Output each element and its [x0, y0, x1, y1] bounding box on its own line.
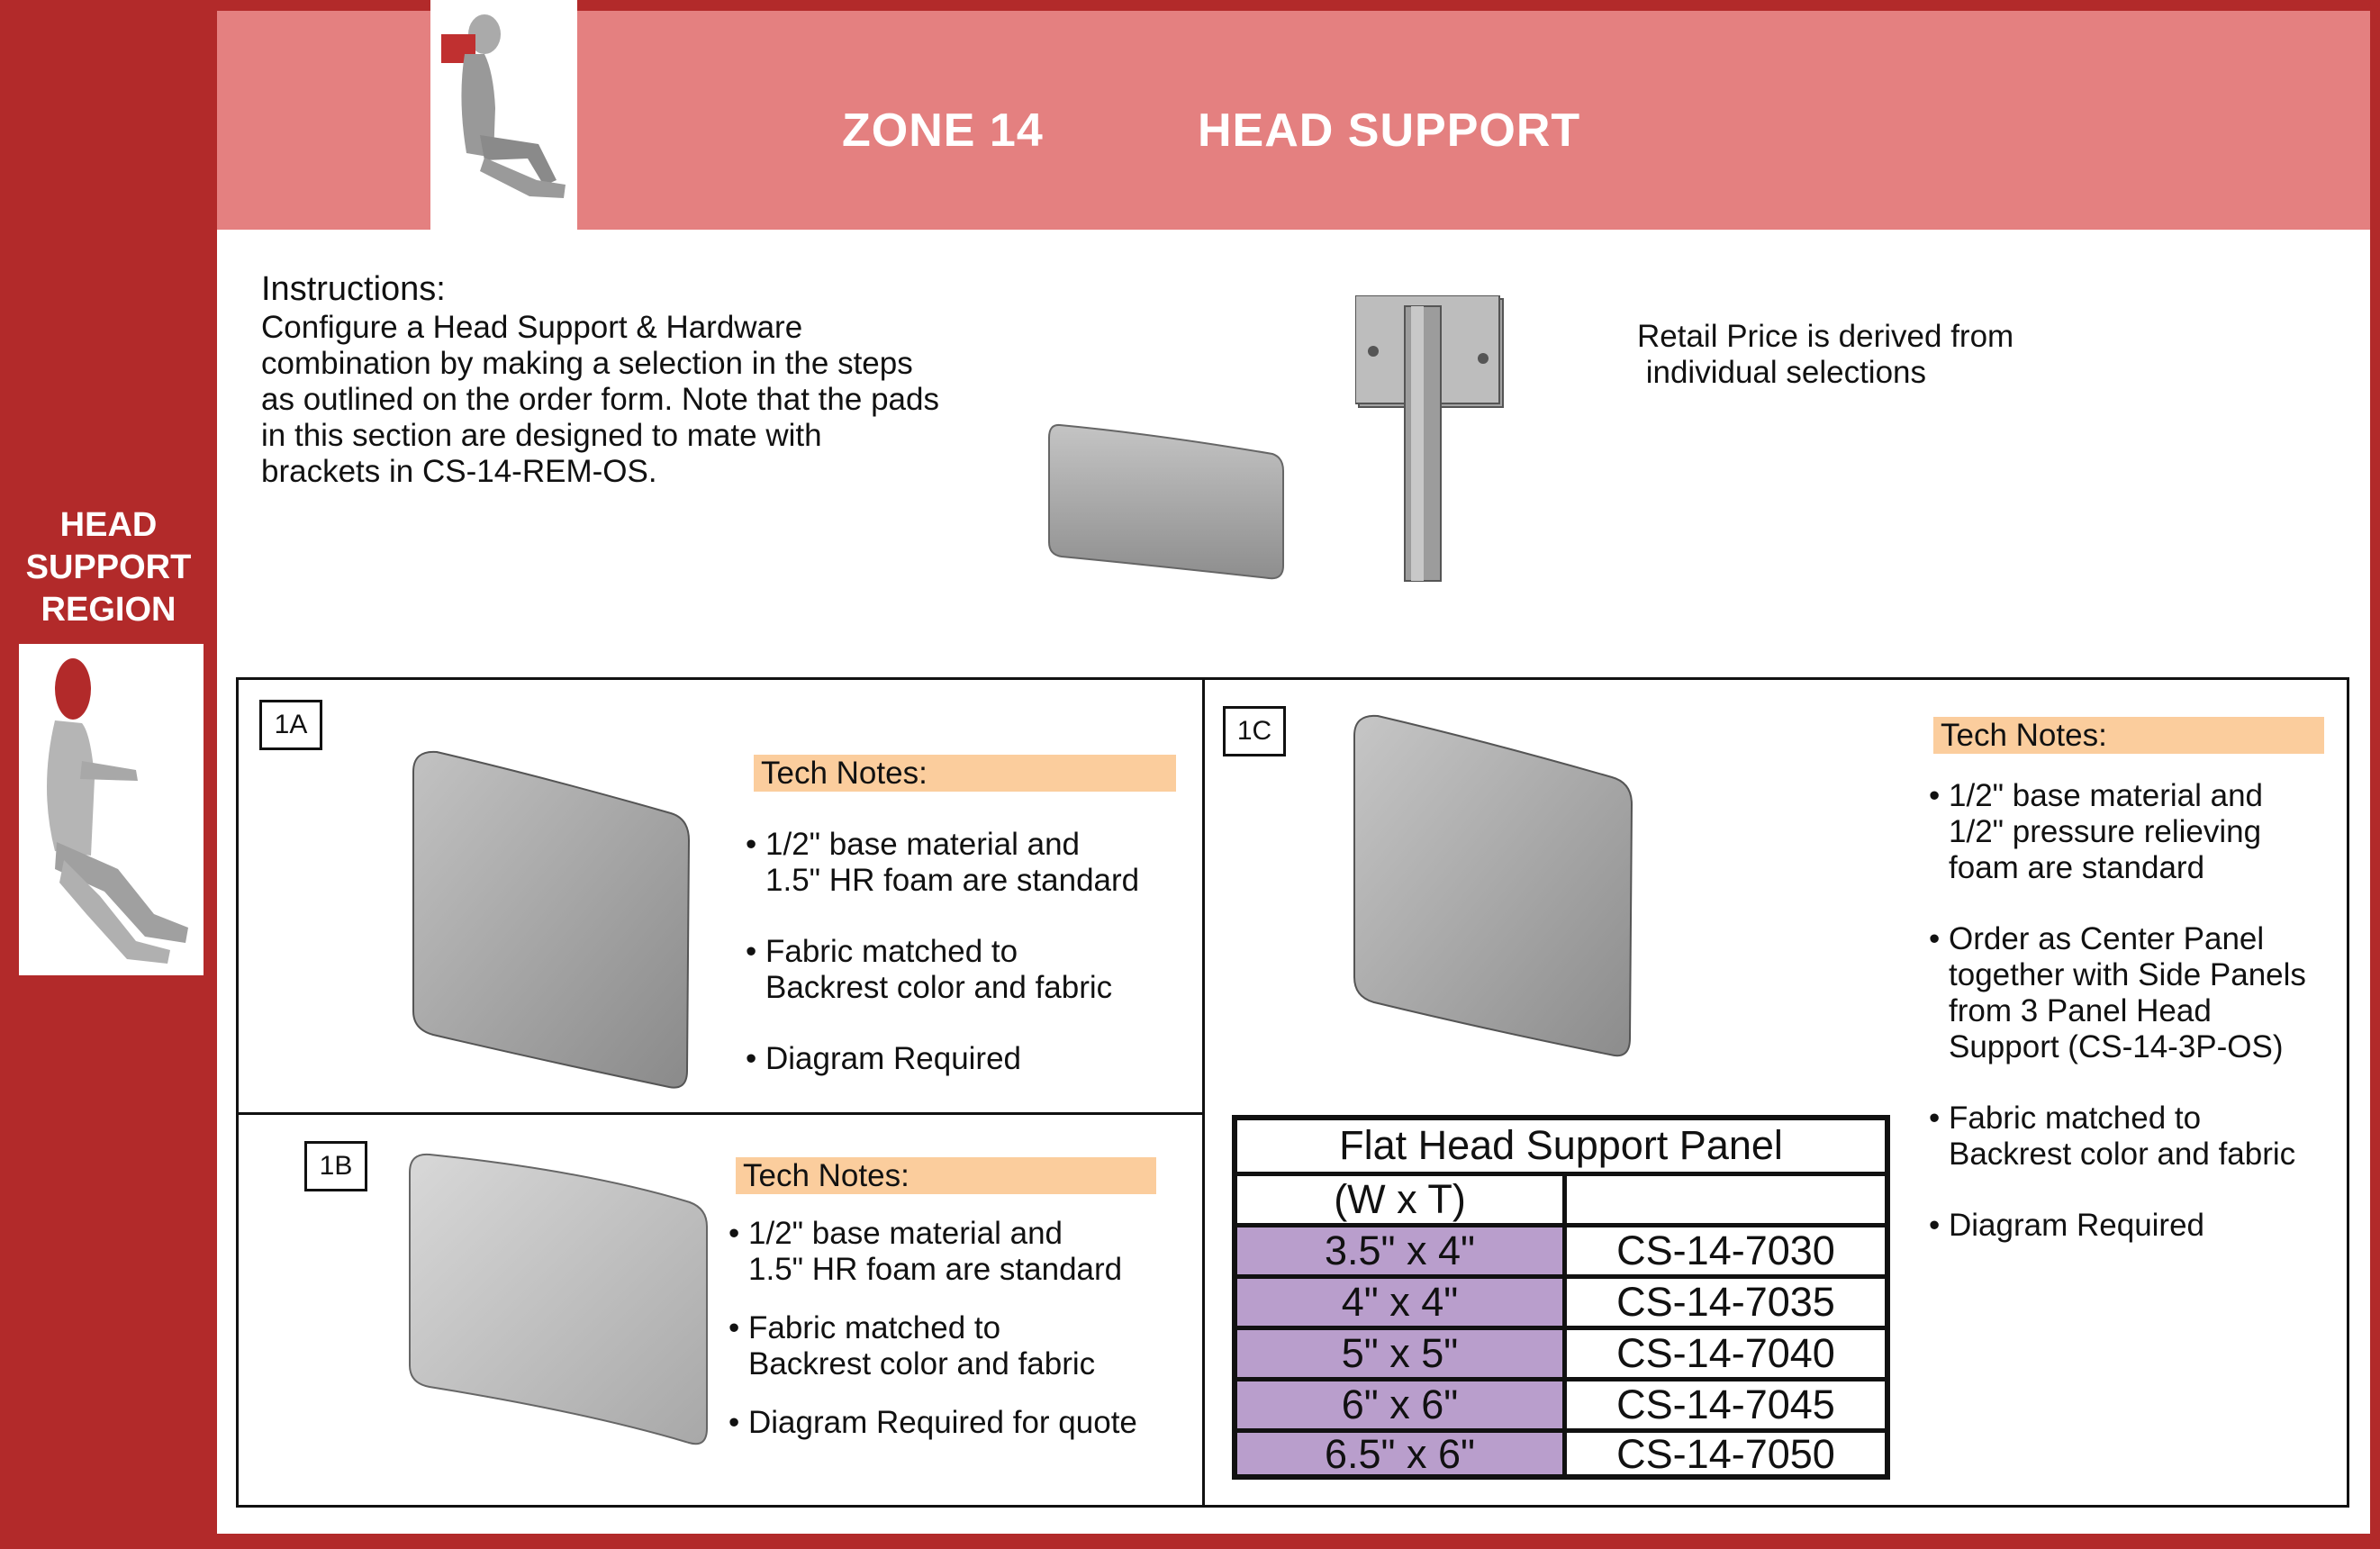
table-subheader: (W x T) [1237, 1176, 1567, 1223]
option-1c-notes [1929, 778, 2361, 1244]
tech-note: • Diagram Required for quote [728, 1405, 1137, 1440]
size-cell: 5" x 5" [1237, 1330, 1567, 1377]
tech-note: • 1/2" base material and 1.5" HR foam are standard [746, 827, 1140, 898]
seated-figure-head-highlight-icon [430, 0, 577, 230]
size-cell: 3.5" x 4" [1237, 1227, 1567, 1274]
tech-note: • Fabric matched to Backrest color and fabric [746, 934, 1113, 1005]
mounting-bracket-icon [1355, 295, 1507, 584]
instructions-line: in this section are designed to mate with [261, 418, 822, 453]
flat-panel-table [1232, 1115, 1890, 1480]
option-1b-notes [728, 1216, 1179, 1441]
instructions-heading: Instructions: [261, 270, 446, 308]
bottom-band [0, 1534, 2380, 1549]
tech-note: • 1/2" base material and 1.5" HR foam are standard [728, 1216, 1123, 1287]
part-number-cell: CS-14-7030 [1616, 1227, 1835, 1273]
instructions-line: as outlined on the order form. Note that the pads [261, 382, 939, 417]
table-header-row [1237, 1172, 1885, 1223]
table-subheader-blank [1567, 1176, 1885, 1223]
instructions-line: combination by making a selection in the steps [261, 346, 913, 381]
option-1a-notes-heading: Tech Notes: [754, 755, 1176, 792]
tech-note: • 1/2" base material and 1/2" pressure relieving foam are standard [1929, 778, 2264, 885]
region-title-line: HEAD [59, 506, 158, 544]
part-number-cell: CS-14-7035 [1616, 1279, 1835, 1325]
table-row [1237, 1377, 1885, 1428]
pad-1c-icon [1351, 714, 1634, 1062]
top-band [0, 0, 2380, 11]
tech-note: • Diagram Required [1929, 1208, 2205, 1243]
grid-divider-vertical [1202, 677, 1205, 1508]
part-number-cell: CS-14-7045 [1616, 1381, 1835, 1427]
region-title-line: REGION [41, 591, 176, 629]
price-note [1637, 319, 2105, 391]
right-band [2370, 0, 2380, 1549]
seated-figure-head-highlight-icon [19, 644, 204, 975]
tech-note: • Fabric matched to Backrest color and fabric [1929, 1101, 2296, 1172]
option-1a-pad [410, 750, 691, 1092]
header-figure [430, 0, 577, 230]
table-row [1237, 1428, 1885, 1477]
price-note-line: individual selections [1637, 355, 1927, 390]
page-title: HEAD SUPPORT [1198, 104, 1581, 157]
instructions-line: brackets in CS-14-REM-OS. [261, 454, 657, 489]
table-row [1237, 1223, 1885, 1274]
option-1c-label: 1C [1223, 706, 1286, 756]
price-note-line: Retail Price is derived from [1637, 319, 2014, 354]
tech-note: • Diagram Required [746, 1041, 1022, 1076]
option-1a-label: 1A [259, 700, 322, 750]
part-number-cell: CS-14-7040 [1616, 1330, 1835, 1376]
table-title: Flat Head Support Panel [1339, 1122, 1783, 1168]
region-title-line: SUPPORT [25, 548, 192, 586]
pad-1b-curved-icon [406, 1153, 710, 1452]
instructions-body [261, 310, 1027, 490]
instructions-line: Configure a Head Support & Hardware [261, 310, 803, 345]
tech-note: • Order as Center Panel together with Side Panels from 3 Panel Head Support (CS-14-3P-OS) [1929, 921, 2306, 1064]
region-figure [19, 644, 204, 975]
size-cell: 6" x 6" [1237, 1381, 1567, 1428]
zone-label: ZONE 14 [842, 104, 1044, 157]
head-pad-icon [1047, 421, 1286, 582]
table-row [1237, 1274, 1885, 1326]
part-number-cell: CS-14-7050 [1616, 1431, 1835, 1477]
size-cell: 4" x 4" [1237, 1279, 1567, 1326]
option-1b-label: 1B [304, 1141, 367, 1191]
region-title [0, 504, 217, 631]
option-1c-pad [1351, 714, 1634, 1062]
head-pad-illustration [1047, 421, 1286, 582]
mounting-bracket-illustration [1355, 295, 1507, 584]
tech-note: • Fabric matched to Backrest color and fabric [728, 1310, 1096, 1381]
option-1c-notes-heading: Tech Notes: [1933, 717, 2324, 754]
grid-divider-horizontal [236, 1112, 1204, 1115]
option-1b-pad [406, 1153, 710, 1452]
pad-1a-icon [410, 750, 691, 1092]
size-cell: 6.5" x 6" [1237, 1433, 1567, 1474]
table-row [1237, 1326, 1885, 1377]
option-1a-notes [746, 827, 1196, 1077]
option-1b-notes-heading: Tech Notes: [736, 1157, 1156, 1194]
